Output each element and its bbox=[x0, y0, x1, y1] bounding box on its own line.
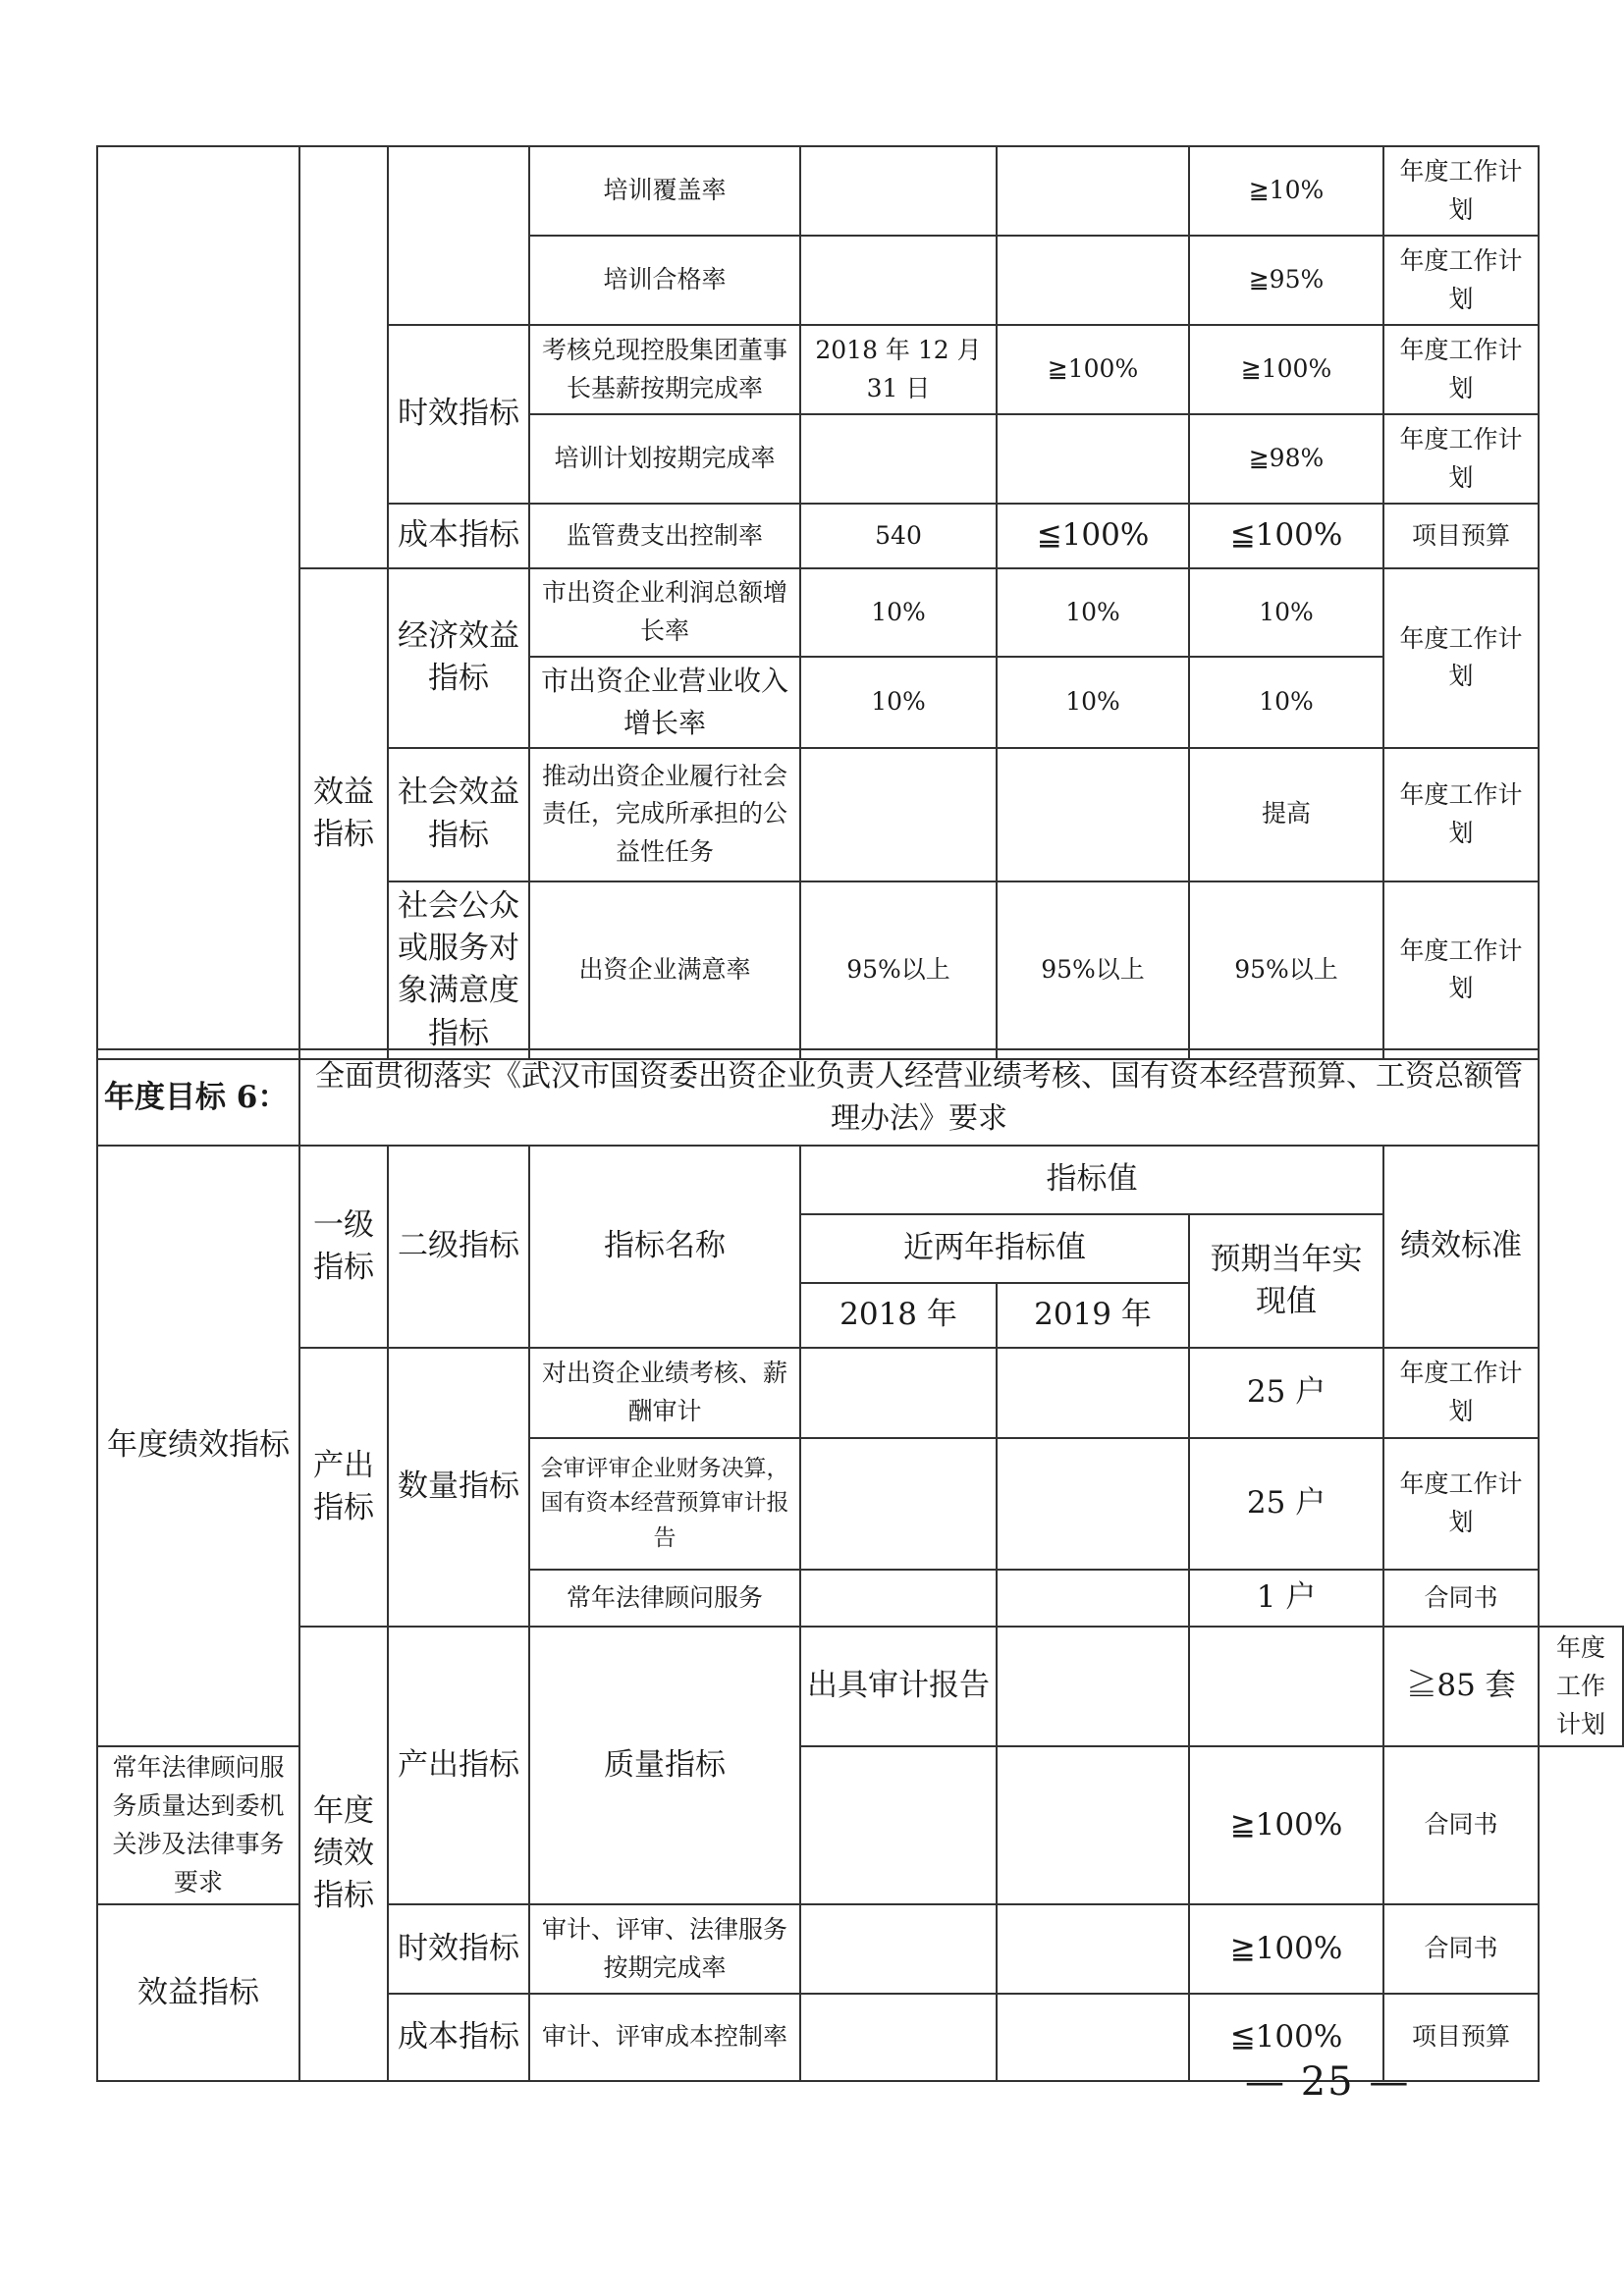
expected-value: 25 户 bbox=[1189, 1438, 1383, 1570]
level1-output: 产出指标 bbox=[299, 1348, 388, 1627]
indicator-name: 推动出资企业履行社会责任，完成所承担的公益性任务 bbox=[529, 748, 800, 881]
performance-standard: 年度工作计划 bbox=[1383, 325, 1539, 414]
value-2019 bbox=[997, 1570, 1189, 1627]
indicator-name: 常年法律顾问服务质量达到委机关涉及法律事务要求 bbox=[97, 1746, 299, 1904]
level2-timeliness: 时效指标 bbox=[388, 1904, 529, 1994]
table-row bbox=[97, 568, 1539, 657]
header-standard: 绩效标准 bbox=[1383, 1146, 1539, 1348]
performance-standard: 项目预算 bbox=[1383, 1994, 1539, 2081]
expected-value: 10% bbox=[1189, 568, 1383, 657]
level1-output: 产出指标 bbox=[388, 1627, 529, 1904]
expected-value: ≦100% bbox=[1189, 504, 1383, 568]
level2-timeliness: 时效指标 bbox=[388, 325, 529, 504]
level2-cost: 成本指标 bbox=[388, 504, 529, 568]
goal6-table bbox=[96, 1048, 1624, 2082]
value-2019: ≧100% bbox=[997, 325, 1189, 414]
value-2019 bbox=[997, 1348, 1189, 1438]
header-recent: 近两年指标值 bbox=[800, 1214, 1189, 1283]
value-2019: 10% bbox=[997, 657, 1189, 748]
expected-value: 10% bbox=[1189, 657, 1383, 748]
performance-standard: 合同书 bbox=[1383, 1904, 1539, 1994]
header-level1: 一级指标 bbox=[299, 1146, 388, 1348]
indicator-name: 出具审计报告 bbox=[800, 1627, 997, 1746]
value-2019: 95%以上 bbox=[997, 881, 1189, 1059]
performance-standard: 年度工作计划 bbox=[1383, 236, 1539, 325]
value-2018 bbox=[800, 1438, 997, 1570]
expected-value: ≧98% bbox=[1189, 414, 1383, 504]
value-2018 bbox=[997, 1627, 1189, 1746]
value-2018 bbox=[800, 1904, 997, 1994]
value-2018 bbox=[800, 236, 997, 325]
performance-standard: 年度工作计划 bbox=[1539, 1627, 1623, 1746]
performance-standard: 项目预算 bbox=[1383, 504, 1539, 568]
expected-value: ≧10% bbox=[1189, 146, 1383, 236]
indicator-name: 会审评审企业财务决算，国有资本经营预算审计报告 bbox=[529, 1438, 800, 1570]
performance-standard: 年度工作计划 bbox=[1383, 568, 1539, 748]
expected-value: ≧100% bbox=[1189, 1904, 1383, 1994]
value-2018 bbox=[800, 1746, 997, 1904]
goal6-label: 年度目标 6： bbox=[97, 1049, 299, 1146]
value-2018 bbox=[800, 146, 997, 236]
value-2018 bbox=[800, 1348, 997, 1438]
performance-standard: 年度工作计划 bbox=[1383, 414, 1539, 504]
value-2018 bbox=[800, 748, 997, 881]
level2-cell bbox=[388, 146, 529, 325]
value-2018: 95%以上 bbox=[800, 881, 997, 1059]
performance-standard: 年度工作计划 bbox=[1383, 1348, 1539, 1438]
level1-benefit: 效益指标 bbox=[97, 1904, 299, 2081]
value-2019 bbox=[1189, 1627, 1383, 1746]
header-level2: 二级指标 bbox=[388, 1146, 529, 1348]
indicator-name: 市出资企业利润总额增长率 bbox=[529, 568, 800, 657]
value-2018: 2018 年 12 月 31 日 bbox=[800, 325, 997, 414]
table-row bbox=[97, 146, 1539, 236]
indicator-name: 审计、评审成本控制率 bbox=[529, 1994, 800, 2081]
value-2019 bbox=[997, 1746, 1189, 1904]
value-2019 bbox=[997, 1438, 1189, 1570]
indicator-name: 常年法律顾问服务 bbox=[529, 1570, 800, 1627]
indicator-name: 培训合格率 bbox=[529, 236, 800, 325]
goal6-row bbox=[97, 1049, 1623, 1146]
value-2019 bbox=[997, 1904, 1189, 1994]
indicator-name: 培训计划按期完成率 bbox=[529, 414, 800, 504]
header-value: 指标值 bbox=[800, 1146, 1383, 1214]
section-label-cell bbox=[97, 146, 299, 1059]
value-2019 bbox=[997, 1994, 1189, 2081]
value-2018 bbox=[800, 1994, 997, 2081]
indicator-name: 培训覆盖率 bbox=[529, 146, 800, 236]
indicator-name: 审计、评审、法律服务按期完成率 bbox=[529, 1904, 800, 1994]
table-row bbox=[97, 1627, 1623, 1746]
header-expected: 预期当年实现值 bbox=[1189, 1214, 1383, 1348]
expected-value: 1 户 bbox=[1189, 1570, 1383, 1627]
expected-value: 提高 bbox=[1189, 748, 1383, 881]
page-number: — 25 — bbox=[1245, 2059, 1411, 2105]
indicator-name: 市出资企业营业收入增长率 bbox=[529, 657, 800, 748]
value-2019 bbox=[997, 146, 1189, 236]
value-2019 bbox=[997, 414, 1189, 504]
level2-social: 社会效益指标 bbox=[388, 748, 529, 881]
value-2018: 10% bbox=[800, 568, 997, 657]
performance-standard: 年度工作计划 bbox=[1383, 748, 1539, 881]
expected-value: ≧100% bbox=[1189, 325, 1383, 414]
expected-value: ≧100% bbox=[1189, 1746, 1383, 1904]
performance-standard: 合同书 bbox=[1383, 1746, 1539, 1904]
header-name: 指标名称 bbox=[529, 1146, 800, 1348]
value-2018 bbox=[800, 1570, 997, 1627]
value-2019 bbox=[997, 748, 1189, 881]
value-2019 bbox=[997, 236, 1189, 325]
value-2018: 540 bbox=[800, 504, 997, 568]
value-2019: ≦100% bbox=[997, 504, 1189, 568]
table-row bbox=[97, 1348, 1623, 1438]
level2-quantity: 数量指标 bbox=[388, 1348, 529, 1627]
performance-standard: 年度工作计划 bbox=[1383, 146, 1539, 236]
level1-benefit: 效益指标 bbox=[299, 568, 388, 1059]
level1-cell bbox=[299, 146, 388, 568]
expected-value: ≧85 套 bbox=[1383, 1627, 1539, 1746]
header-2019: 2019 年 bbox=[997, 1283, 1189, 1348]
goal6-text: 全面贯彻落实《武汉市国资委出资企业负责人经营业绩考核、国有资本经营预算、工资总额管理办法》要求 bbox=[299, 1049, 1539, 1146]
performance-table-continued bbox=[96, 145, 1540, 1060]
section-label: 年度绩效指标 bbox=[97, 1146, 299, 1746]
section-label: 年度绩效指标 bbox=[299, 1627, 388, 2081]
level2-cost: 成本指标 bbox=[388, 1994, 529, 2081]
value-2018 bbox=[800, 414, 997, 504]
indicator-name: 对出资企业绩考核、薪酬审计 bbox=[529, 1348, 800, 1438]
indicator-name: 考核兑现控股集团董事长基薪按期完成率 bbox=[529, 325, 800, 414]
expected-value: 25 户 bbox=[1189, 1348, 1383, 1438]
level2-quality: 质量指标 bbox=[529, 1627, 800, 1904]
header-row bbox=[97, 1146, 1623, 1214]
level2-economic: 经济效益指标 bbox=[388, 568, 529, 748]
indicator-name: 监管费支出控制率 bbox=[529, 504, 800, 568]
value-2019: 10% bbox=[997, 568, 1189, 657]
header-2018: 2018 年 bbox=[800, 1283, 997, 1348]
indicator-name: 出资企业满意率 bbox=[529, 881, 800, 1059]
level2-satisfaction: 社会公众或服务对象满意度指标 bbox=[388, 881, 529, 1059]
expected-value: ≧95% bbox=[1189, 236, 1383, 325]
performance-standard: 年度工作计划 bbox=[1383, 881, 1539, 1059]
performance-standard: 年度工作计划 bbox=[1383, 1438, 1539, 1570]
value-2018: 10% bbox=[800, 657, 997, 748]
performance-standard: 合同书 bbox=[1383, 1570, 1539, 1627]
expected-value: ≦100% bbox=[1189, 1994, 1383, 2081]
expected-value: 95%以上 bbox=[1189, 881, 1383, 1059]
